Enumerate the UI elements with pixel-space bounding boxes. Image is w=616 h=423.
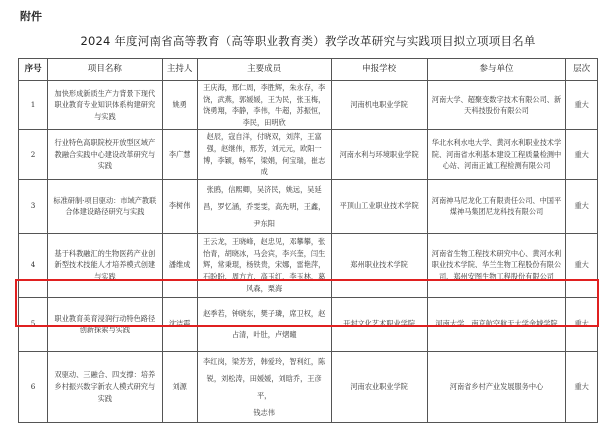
members-line: 李红岗，梁芳芳，韩爱玲，智利红，陈 (203, 356, 326, 366)
table-row (19, 351, 598, 422)
cell-seq: 6 (19, 351, 48, 422)
members-line: 锐，刘松涛，田媛媛，刘晗乔，王彦平， (206, 373, 322, 400)
cell-name: 加快形成新质生产力背景下现代职业教育专业知识体系构建研究与实践 (48, 81, 162, 130)
cell-host: 李树伟 (162, 179, 197, 233)
cell-level: 重大 (566, 351, 598, 422)
table-row (19, 233, 598, 297)
cell-host: 沈洁霞 (162, 297, 197, 351)
cell-host: 潘维成 (162, 233, 197, 297)
cell-units: 河南神马尼龙化工有限责任公司、中国平煤神马集团尼龙科技有限公司 (427, 179, 566, 233)
cell-host: 姚勇 (162, 81, 197, 130)
cell-members: 赵辰，寇自洋，付晓双，刘萍，王富强，赵继伟，邢芳，刘元元，欧阳一博，李颖，畅军，梁娟，何宝瑞，崔志成 (197, 130, 331, 179)
cell-units: 河南大学、超聚变数字技术有限公司、新天科技股份有限公司 (427, 81, 566, 130)
table-row (19, 130, 598, 179)
cell-name: 标准研制·项目驱动：市域产教联合体建设路径研究与实践 (48, 179, 162, 233)
header-host: 主持人 (162, 59, 197, 81)
cell-school: 河南机电职业学院 (331, 81, 427, 130)
cell-school: 开封文化艺术职业学院 (331, 297, 427, 351)
table-row-highlighted (19, 297, 598, 351)
table-row (19, 81, 598, 130)
cell-members: 王云龙，王晓峰，赵忠见，邓攀攀，张怡青，胡晓冰，马会宾，李兴奎，闫生辉，常秉琨，杨铁贵，宋娜，雷艳萍，石盼盼，周方方，高玉红，李玉林，葛风森，栗海 (197, 233, 331, 297)
header-level: 层次 (566, 59, 598, 81)
cell-host: 李广慧 (162, 130, 197, 179)
cell-level: 重大 (566, 81, 598, 130)
cell-members: 王庆海，邢仁周，李胜辉，朱永存，李饶，武燕，郭媛媛，王为民，张玉梅，饶勇翔，李静，李伟，牛超，苏振恒，李民，田明欣 (197, 81, 331, 130)
document-title: 2024 年度河南省高等教育（高等职业教育类）教学改革研究与实践项目拟立项项目名单 (80, 34, 536, 48)
cell-seq: 1 (19, 81, 48, 130)
members-line: 赵季若，钟晓东，樊子璘，席卫权，赵 (203, 309, 326, 319)
header-seq: 序号 (19, 59, 48, 81)
project-list-table (18, 58, 598, 423)
cell-units: 河南省生物工程技术研究中心、黄河水利职业技术学院、华兰生物工程股份有限公司、郑州安图生物工程股份有限公司 (427, 233, 566, 297)
cell-seq: 4 (19, 233, 48, 297)
cell-school: 河南水利与环境职业学院 (331, 130, 427, 179)
cell-name: 基于科教融汇的生物医药产业创新型技术技能人才培养模式创建与实践 (48, 233, 162, 297)
cell-seq: 5 (19, 297, 48, 351)
cell-level: 重大 (566, 130, 598, 179)
header-school: 申报学校 (331, 59, 427, 81)
cell-members: 张鸥，信熙卿，吴济民，姚远，吴延昌，罗忆涵，乔雯雯，高先明，王鑫，尹东阳 (197, 179, 331, 233)
cell-name: 行业特色高职院校开放型区域产教融合实践中心建设改革研究与实践 (48, 130, 162, 179)
cell-units: 河南大学、南京航空航天大学金城学院 (427, 297, 566, 351)
cell-members (197, 351, 331, 422)
header-units: 参与单位 (427, 59, 566, 81)
cell-school: 平顶山工业职业技术学院 (331, 179, 427, 233)
cell-members (197, 297, 331, 351)
table-row (19, 179, 598, 233)
cell-level: 重大 (566, 179, 598, 233)
header-name: 项目名称 (48, 59, 162, 81)
cell-school: 河南农业职业学院 (331, 351, 427, 422)
members-line: 钱志伟 (253, 407, 275, 417)
cell-units: 华北水利水电大学、黄河水利职业技术学院、河南省水利基本建设工程质量检测中心站、河南正诚工程检测有限公司 (427, 130, 566, 179)
cell-level: 重大 (566, 233, 598, 297)
header-members: 主要成员 (197, 59, 331, 81)
cell-seq: 3 (19, 179, 48, 233)
cell-school: 郑州职业技术学院 (331, 233, 427, 297)
cell-host: 刘源 (162, 351, 197, 422)
attachment-label: 附件 (20, 10, 42, 23)
cell-seq: 2 (19, 130, 48, 179)
table-header-row (19, 59, 598, 81)
cell-units: 河南省乡村产业发展服务中心 (427, 351, 566, 422)
cell-name: 双驱动、三融合、四支撑：培养乡村振兴数字新农人模式研究与实践 (48, 351, 162, 422)
members-line: 占清，叶肚，卢熠曈 (231, 329, 297, 339)
cell-level: 重大 (566, 297, 598, 351)
cell-name: 职业教育美育浸润行动特色路径创新探索与实践 (48, 297, 162, 351)
